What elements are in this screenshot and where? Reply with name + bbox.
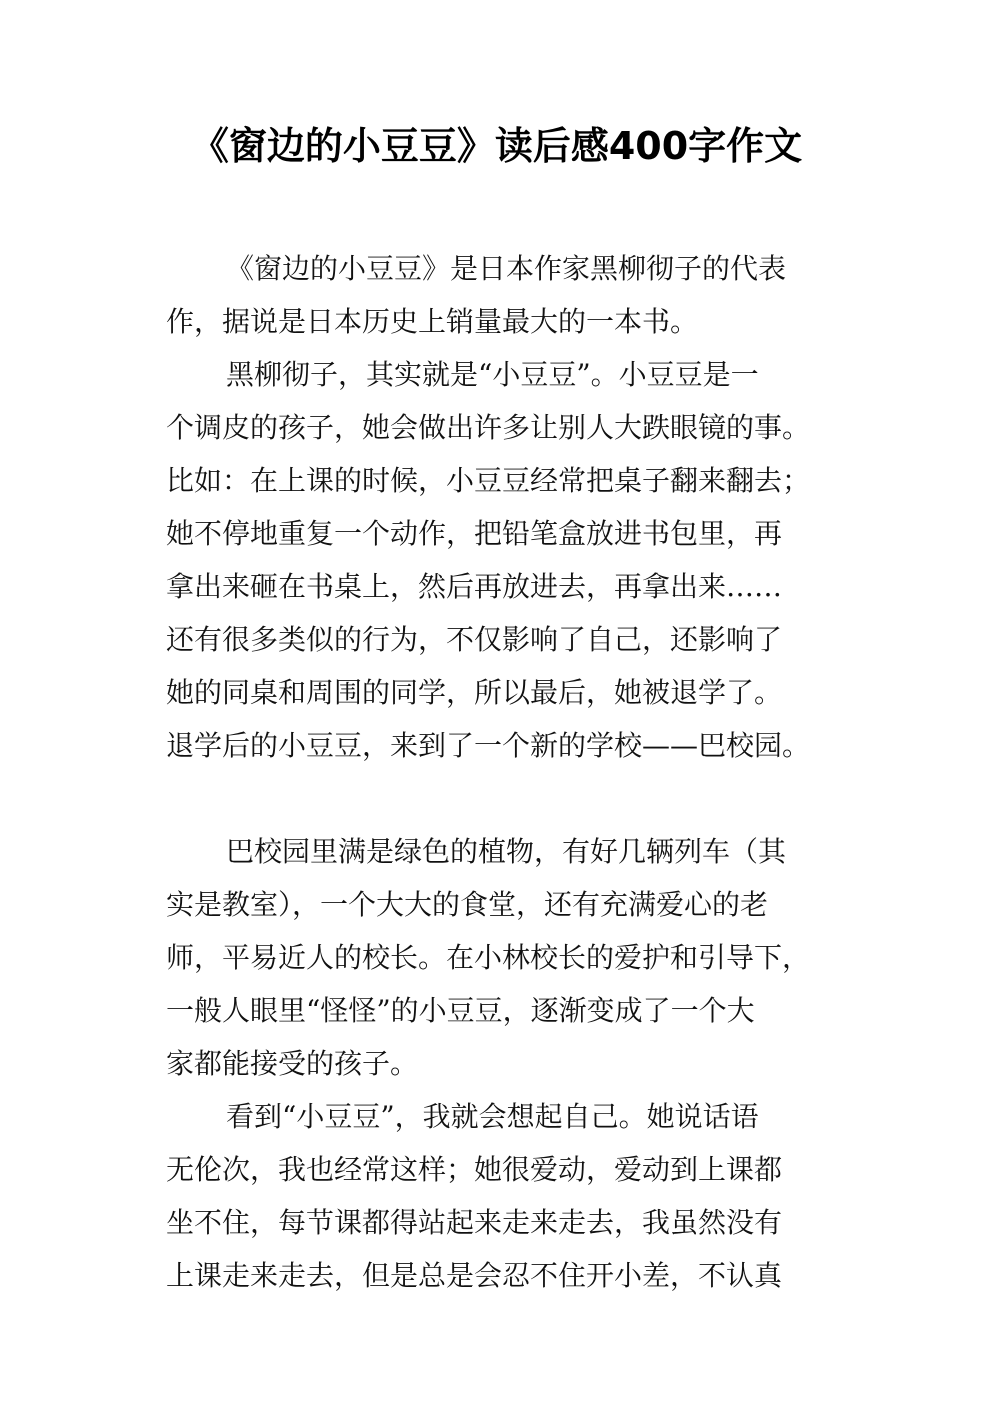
text-line: 实是教室），一个大大的食堂，还有充满爱心的老 bbox=[166, 888, 769, 921]
paragraph-1 bbox=[166, 242, 838, 348]
text-line: 坐不住，每节课都得站起来走来走去，我虽然没有 bbox=[166, 1206, 783, 1239]
text-line: 看到“小豆豆”，我就会想起自己。她说话语 bbox=[226, 1100, 759, 1133]
text-line: 师，平易近人的校长。在小林校长的爱护和引导下， bbox=[166, 941, 811, 974]
text-line: 上课走来走去，但是总是会忍不住开小差，不认真 bbox=[166, 1259, 783, 1292]
text-line: 退学后的小豆豆，来到了一个新的学校——巴校园。 bbox=[166, 729, 811, 762]
text-line: 黑柳彻子，其实就是“小豆豆”。小豆豆是一 bbox=[226, 358, 759, 391]
text-line: 家都能接受的孩子。 bbox=[166, 1047, 419, 1080]
text-line: 她不停地重复一个动作，把铅笔盒放进书包里，再 bbox=[166, 517, 783, 550]
text-line: 她的同桌和周围的同学，所以最后，她被退学了。 bbox=[166, 676, 783, 709]
text-line: 作，据说是日本历史上销量最大的一本书。 bbox=[166, 305, 699, 338]
text-line: 比如：在上课的时候，小豆豆经常把桌子翻来翻去； bbox=[166, 464, 811, 497]
text-line: 个调皮的孩子，她会做出许多让别人大跌眼镜的事。 bbox=[166, 411, 811, 444]
text-line: 拿出来砸在书桌上，然后再放进去，再拿出来…… bbox=[166, 570, 783, 603]
text-line: 无伦次，我也经常这样；她很爱动，爱动到上课都 bbox=[166, 1153, 783, 1186]
text-line: 巴校园里满是绿色的植物，有好几辆列车（其 bbox=[226, 835, 787, 868]
text-line: 一般人眼里“怪怪”的小豆豆，逐渐变成了一个大 bbox=[166, 994, 755, 1027]
document-title: 《窗边的小豆豆》读后感400字作文 bbox=[190, 124, 803, 168]
text-line: 还有很多类似的行为，不仅影响了自己，还影响了 bbox=[166, 623, 783, 656]
document-body bbox=[166, 242, 838, 1302]
paragraph-3 bbox=[166, 825, 838, 1090]
text-line: 《窗边的小豆豆》是日本作家黑柳彻子的代表 bbox=[226, 252, 787, 285]
paragraph-gap bbox=[166, 772, 838, 825]
paragraph-2 bbox=[166, 348, 838, 772]
paragraph-4 bbox=[166, 1090, 838, 1302]
